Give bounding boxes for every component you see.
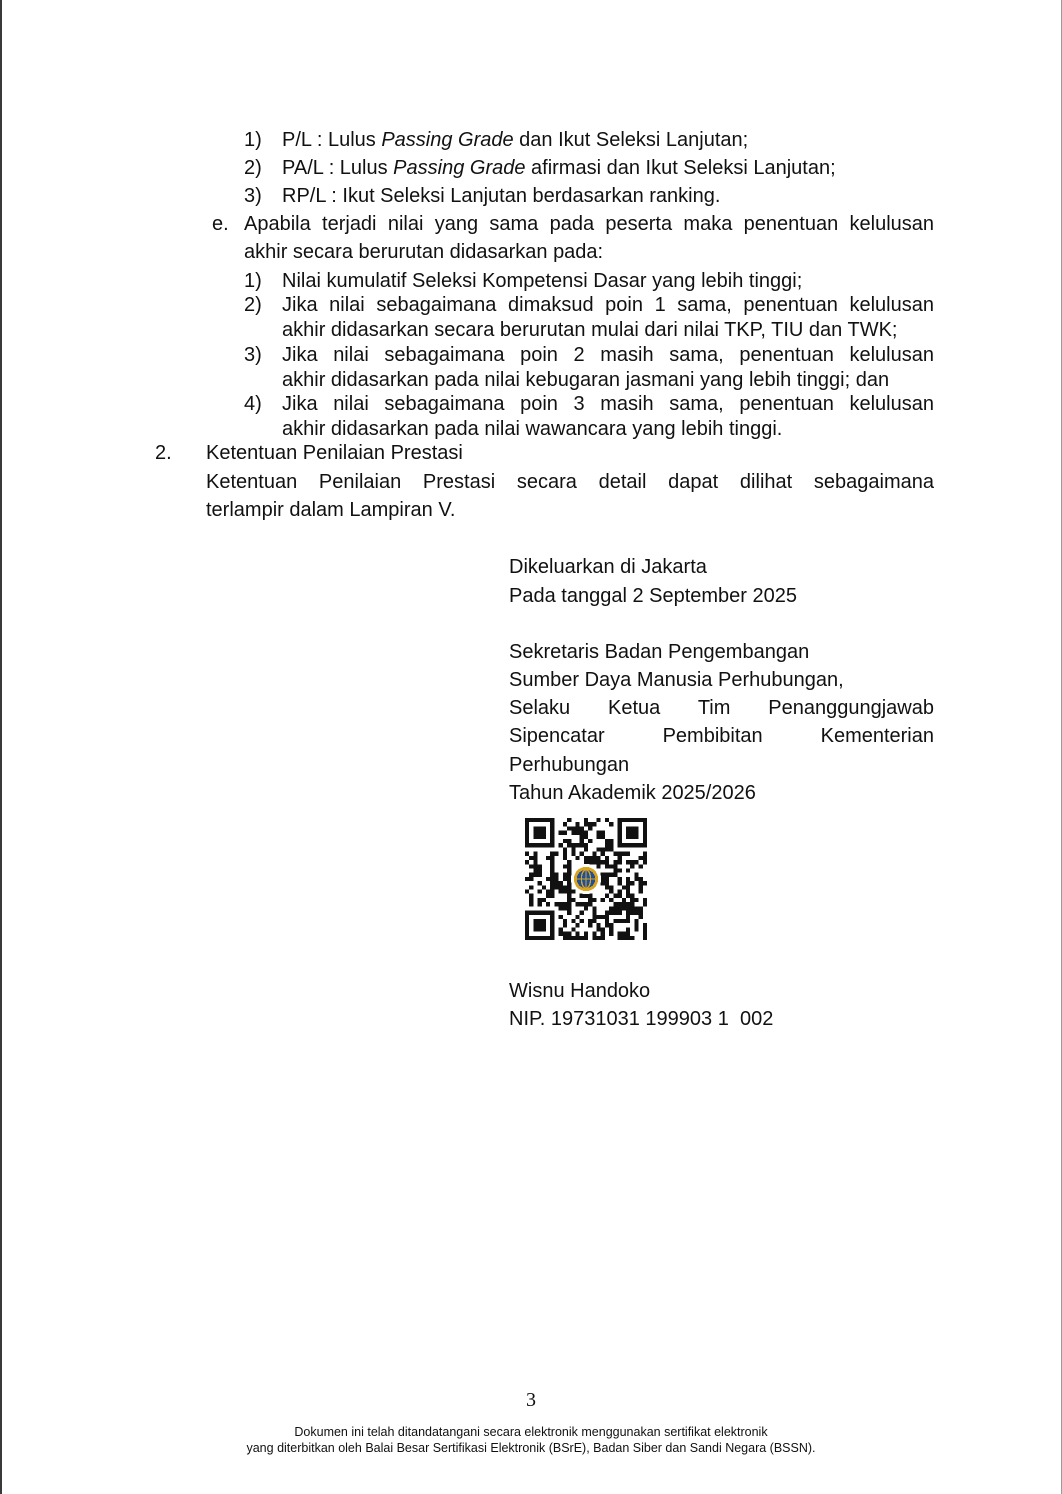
signer-title-line: Sumber Daya Manusia Perhubungan, — [509, 669, 844, 691]
list-item: RP/L : Ikut Seleksi Lanjutan berdasarkan ranking. — [282, 185, 721, 207]
list-number: 1) — [244, 129, 262, 151]
list-item-continuation: akhir didasarkan secara berurutan mulai dari nilai TKP, TIU dan TWK; — [282, 319, 898, 341]
paragraph-line: Ketentuan Penilaian Prestasi secara detail dapat dilihat sebagaimana — [206, 471, 934, 493]
signer-title-line: Perhubungan — [509, 754, 630, 776]
signer-title-line: Sipencatar Pembibitan Kementerian — [509, 725, 934, 747]
paragraph-line: terlampir dalam Lampiran V. — [206, 499, 456, 521]
list-number: 2) — [244, 157, 262, 179]
list-number: 1) — [244, 270, 262, 292]
list-item: Jika nilai sebagaimana poin 2 masih sama, penentuan kelulusan — [282, 344, 934, 366]
signer-nip: NIP. 19731031 199903 1 002 — [509, 1008, 774, 1030]
qr-code-signature — [525, 818, 647, 940]
list-item: Jika nilai sebagaimana dimaksud poin 1 sama, penentuan kelulusan — [282, 294, 934, 316]
list-item: Jika nilai sebagaimana poin 3 masih sama, penentuan kelulusan — [282, 393, 934, 415]
signer-title-line: Tahun Akademik 2025/2026 — [509, 782, 756, 804]
section-title: Ketentuan Penilaian Prestasi — [206, 442, 463, 464]
footer-line: yang diterbitkan oleh Balai Besar Sertifikasi Elektronik (BSrE), Badan Siber dan Sandi Negara (BSSN). — [246, 1441, 816, 1455]
paragraph-line: akhir secara berurutan didasarkan pada: — [244, 241, 604, 263]
list-letter: e. — [212, 213, 229, 235]
list-item: PA/L : Lulus Passing Grade afirmasi dan Ikut Seleksi Lanjutan; — [282, 157, 836, 179]
list-item-continuation: akhir didasarkan pada nilai kebugaran jasmani yang lebih tinggi; dan — [282, 369, 890, 391]
list-item: Nilai kumulatif Seleksi Kompetensi Dasar yang lebih tinggi; — [282, 270, 803, 292]
list-number: 3) — [244, 185, 262, 207]
page-number: 3 — [526, 1389, 536, 1411]
signer-title-line: Sekretaris Badan Pengembangan — [509, 641, 810, 663]
signer-title-line: Selaku Ketua Tim Penanggungjawab — [509, 697, 934, 719]
paragraph-line: Apabila terjadi nilai yang sama pada peserta maka penentuan kelulusan — [244, 213, 934, 235]
issued-date: Pada tanggal 2 September 2025 — [509, 585, 797, 607]
list-item-continuation: akhir didasarkan pada nilai wawancara yang lebih tinggi. — [282, 418, 783, 440]
list-item: P/L : Lulus Passing Grade dan Ikut Seleksi Lanjutan; — [282, 129, 749, 151]
footer-line: Dokumen ini telah ditandatangani secara elektronik menggunakan sertifikat elektronik — [294, 1425, 768, 1439]
ministry-emblem-icon — [571, 864, 601, 894]
issued-place: Dikeluarkan di Jakarta — [509, 556, 707, 578]
signer-name: Wisnu Handoko — [509, 980, 651, 1002]
list-number: 2) — [244, 294, 262, 316]
page-edge-left — [0, 0, 2, 1494]
list-number: 3) — [244, 344, 262, 366]
list-number: 4) — [244, 393, 262, 415]
section-number: 2. — [155, 442, 172, 464]
